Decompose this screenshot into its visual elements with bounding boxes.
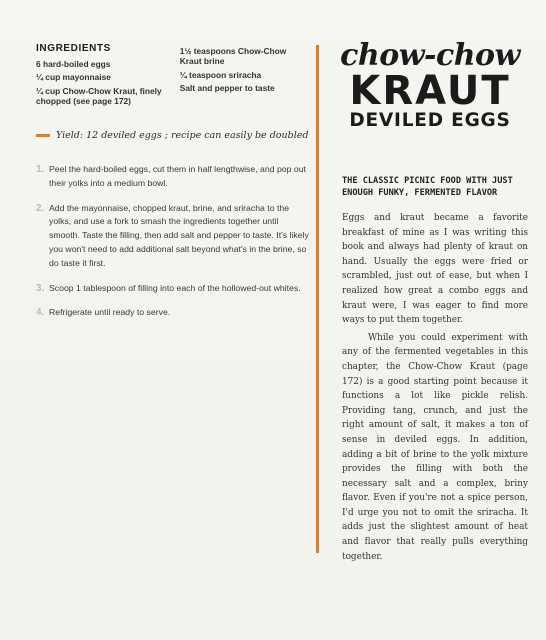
- step-number: 4.: [36, 307, 45, 319]
- yield-text: Yield: 12 deviled eggs ; recipe can easily be doubled: [56, 130, 309, 141]
- step-text: Refrigerate until ready to serve.: [49, 307, 171, 318]
- yield-line: [36, 130, 309, 141]
- method-steps: [36, 163, 311, 331]
- step-item: [36, 202, 311, 271]
- title-main-line: KRAUT: [349, 68, 511, 114]
- ingredient-item: ¼ cup Chow-Chow Kraut, finely chopped (see page 172): [36, 85, 162, 107]
- ingredient-item: 6 hard-boiled eggs: [36, 58, 111, 69]
- headnote-body: [342, 211, 528, 564]
- step-number: 2.: [36, 202, 45, 214]
- ingredient-item: 1½ teaspoons Chow-Chow Kraut brine: [179, 45, 287, 67]
- ingredient-item: Salt and pepper to taste: [179, 83, 275, 94]
- step-number: 1.: [36, 164, 45, 175]
- ingredients-column-1: [36, 59, 180, 110]
- step-item: [36, 306, 311, 320]
- ingredients-heading: INGREDIENTS: [36, 43, 111, 54]
- title-sub-line: DEVILED EGGS: [349, 110, 511, 131]
- headnote-section: [342, 175, 528, 564]
- orange-divider-rule: [316, 45, 319, 553]
- step-text: Scoop 1 tablespoon of filling into each of the hollowed-out whites.: [49, 282, 301, 293]
- recipe-title: [330, 40, 530, 132]
- ingredients-column-2: [180, 46, 306, 110]
- step-text: Add the mayonnaise, chopped kraut, brine, and sriracha to the yolks, and use a fork to smash the ingredients together until smooth. Taste the filling, then add salt and pepper to taste. It's likely you won't need to add additional salt beyond what's in the brine, so do taste it first.: [49, 202, 309, 268]
- yield-rule-left: [36, 134, 50, 137]
- ingredients-section: [36, 44, 306, 110]
- ingredient-item: ¼ teaspoon sriracha: [179, 69, 262, 80]
- headnote-paragraph: Eggs and kraut became a favorite breakfast of mine as I was writing this book and always had plenty of kraut on hand. Usually the eggs were fried or scrambled, just out of ease, but when I realized how great a combo eggs and kraut were, I was eager to find more ways to put them together.: [342, 213, 528, 326]
- title-script-line: chow-chow: [340, 38, 520, 73]
- step-item: [36, 282, 311, 296]
- ingredient-item: ¼ cup mayonnaise: [36, 72, 111, 83]
- step-text: Peel the hard-boiled eggs, cut them in half lengthwise, and pop out their yolks into a medium bowl.: [49, 164, 306, 188]
- headnote-paragraph: While you could experiment with any of the fermented vegetables in this chapter, the Chow-Chow Kraut (page 172) is a good starting point because it functions a lot like pickle relish. Providing tang, crunch, and just the right amount of salt, it makes a ton of sense in deviled eggs. In addition, adding a bit of brine to the yolk mixture provides the filling with both the necessary salt and a complex, briny flavor. Even if you're not a spice person, I'd urge you not to omit the sriracha. It adds just the slightest amount of heat and flavor that really pulls everything together.: [342, 332, 528, 562]
- headnote-heading: THE CLASSIC PICNIC FOOD WITH JUST ENOUGH FUNKY, FERMENTED FLAVOR: [342, 176, 513, 198]
- step-number: 3.: [36, 282, 45, 294]
- step-item: [36, 163, 311, 191]
